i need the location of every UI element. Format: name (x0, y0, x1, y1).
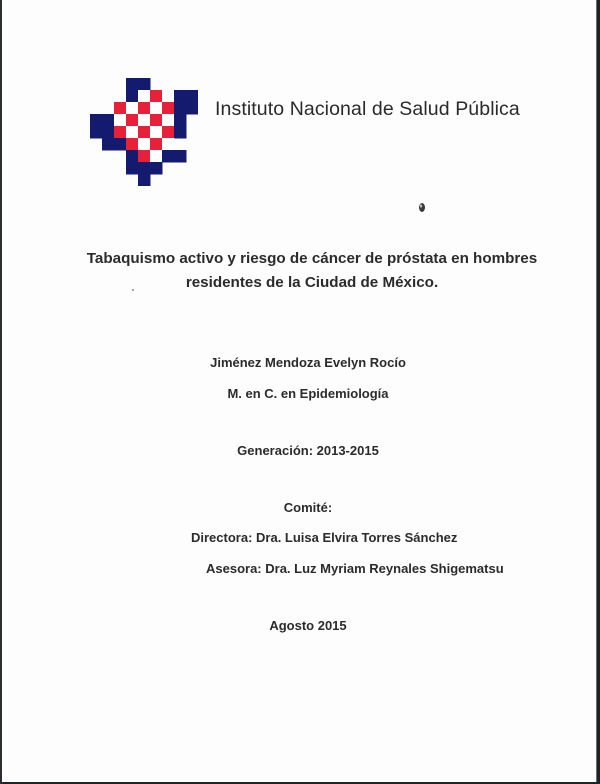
logo-cell (90, 114, 103, 127)
degree: M. en C. en Epidemiología (227, 386, 389, 401)
logo-cell (126, 102, 139, 115)
insp-logo (90, 78, 198, 186)
logo-cell (126, 162, 139, 175)
logo-cell (174, 102, 187, 115)
logo-cell (126, 126, 139, 139)
logo-cell (162, 90, 175, 103)
logo-cell (186, 102, 198, 115)
logo-cell (126, 90, 139, 103)
logo-cell (150, 90, 163, 103)
logo-cell (138, 150, 151, 163)
logo-cell (114, 126, 127, 139)
logo-cell (138, 114, 151, 127)
thesis-title-line-1: Tabaquismo activo y riesgo de cáncer de próstata en hombres (86, 250, 538, 267)
logo-cell (150, 150, 163, 163)
date: Agosto 2015 (269, 618, 347, 633)
logo-cell (162, 114, 175, 127)
logo-cell (126, 138, 139, 151)
logo-cell (126, 78, 139, 91)
thesis-title (62, 247, 562, 295)
logo-cell (138, 138, 151, 151)
logo-cell (162, 126, 175, 139)
advisor: Asesora: Dra. Luz Myriam Reynales Shigematsu (206, 561, 504, 576)
logo-cell (150, 102, 163, 115)
logo-cell (90, 126, 103, 139)
logo-cell (174, 126, 187, 139)
generation: Generación: 2013-2015 (237, 443, 379, 458)
logo-cell (138, 126, 151, 139)
logo-cell (162, 150, 175, 163)
logo-cell (150, 126, 163, 139)
scan-speck (418, 202, 426, 213)
committee-heading: Comité: (283, 500, 333, 515)
logo-cell (138, 102, 151, 115)
logo-cell (126, 114, 139, 127)
logo-cell (174, 90, 187, 103)
logo-cell (138, 174, 151, 186)
institution-name: Instituto Nacional de Salud Pública (215, 98, 520, 120)
logo-cell (138, 162, 151, 175)
logo-cell (114, 102, 127, 115)
document-page (2, 0, 597, 782)
logo-cell (174, 150, 187, 163)
logo-cell (102, 138, 115, 151)
logo-cell (162, 102, 175, 115)
logo-cell (114, 114, 127, 127)
logo-cell (186, 90, 198, 103)
logo-cell (174, 114, 187, 127)
logo-cell (102, 126, 115, 139)
logo-cell (150, 162, 163, 175)
logo-cell (126, 150, 139, 163)
logo-cell (138, 78, 151, 91)
author-name: Jiménez Mendoza Evelyn Rocío (210, 355, 406, 370)
thesis-title-line-2: residentes de la Ciudad de México. (185, 274, 439, 291)
logo-cell (114, 138, 127, 151)
logo-cell (150, 138, 163, 151)
logo-cell (138, 90, 151, 103)
logo-cell (150, 114, 163, 127)
logo-cell (162, 138, 175, 151)
director: Directora: Dra. Luisa Elvira Torres Sánchez (191, 530, 458, 545)
logo-cell (102, 114, 115, 127)
